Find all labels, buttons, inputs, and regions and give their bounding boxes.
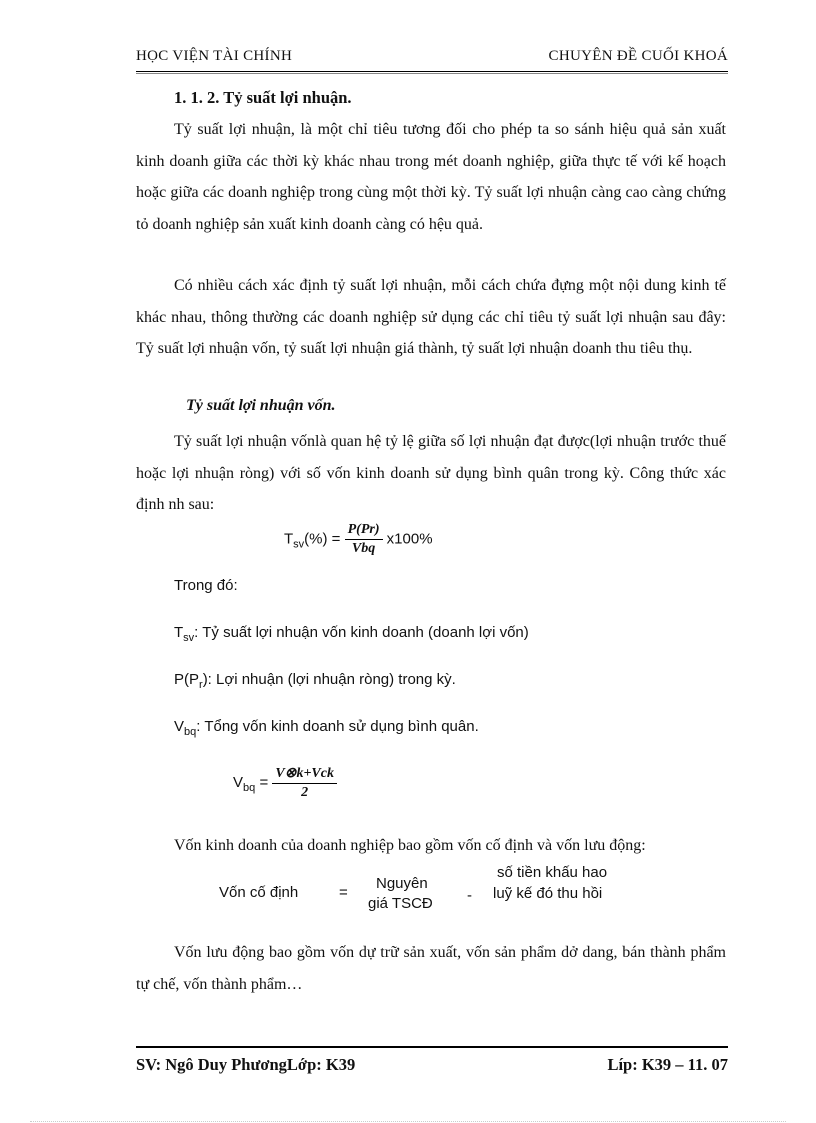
formula2-numerator: V⊗k+Vck xyxy=(275,766,334,781)
def2-text: ): Lợi nhuận (lợi nhuận ròng) trong kỳ. xyxy=(202,671,456,688)
paragraph-2 xyxy=(136,270,726,365)
footer-right: Líp: K39 – 11. 07 xyxy=(607,1055,728,1074)
def3-text: : Tổng vốn kinh doanh sử dụng bình quân. xyxy=(196,718,479,735)
def3-sub: bq xyxy=(184,726,197,738)
definition-tsv xyxy=(174,624,529,644)
paragraph-5 xyxy=(136,937,726,1000)
paragraph-5-text: Vốn lưu động bao gồm vốn dự trữ sản xuất, vốn sản phẩm dở dang, bán thành phẩm tự chế, vốn thành phẩm… xyxy=(136,944,726,993)
paragraph-3 xyxy=(136,426,726,521)
paragraph-4-text: Vốn kinh doanh của doanh nghiệp bao gồm vốn cố định và vốn lưu động: xyxy=(174,837,646,854)
formula2-lhs-sub: bq xyxy=(243,781,256,794)
paragraph-4 xyxy=(136,830,726,862)
paragraph-1-text: Tỷ suất lợi nhuận, là một chỉ tiêu tương đối cho phép ta so sánh hiệu quả sản xuất kinh doanh giữa các thời kỳ khác nhau trong mét doanh nghiệp, giữa thực tế với kế hoạch hoặc giữa các doanh nghiệp trong cùng một thời kỳ. Tỷ suất lợi nhuận càng cao càng chứng tỏ doanh nghiệp sản xuất kinh doanh càng có hệu quả. xyxy=(136,121,726,233)
formula1-numerator: P(Pr) xyxy=(347,522,380,537)
formula1-lhs-rest: (%) = xyxy=(304,530,341,548)
def1-symbol: T xyxy=(174,624,184,641)
formula3-equals: = xyxy=(339,884,348,901)
paragraph-2-text: Có nhiều cách xác định tỷ suất lợi nhuận, mỗi cách chứa đựng một nội dung kinh tế khác nhau, thông thường các doanh nghiệp sử dụng các chỉ tiêu tỷ suất lợi nhuận sau đây: Tỷ suất lợi nhuận vốn, tỷ suất lợi nhuận giá thành, tỷ suất lợi nhuận doanh thu tiêu thụ. xyxy=(136,277,726,357)
paragraph-1 xyxy=(136,114,726,240)
section-title: 1. 1. 2. Tỷ suất lợi nhuận. xyxy=(174,88,352,107)
footer-left: SV: Ngô Duy PhươngLớp: K39 xyxy=(136,1055,356,1074)
formula2-lhs: V xyxy=(233,773,244,791)
def1-text: : Tỷ suất lợi nhuận vốn kinh doanh (doanh lợi vốn) xyxy=(194,624,529,641)
formula-profit-rate xyxy=(284,522,433,557)
formula1-lhs-sub: sv xyxy=(293,538,305,551)
formula1-lhs: T xyxy=(284,530,294,548)
formula2-equals: = xyxy=(259,773,269,791)
paragraph-3-text: Tỷ suất lợi nhuận vốnlà quan hệ tỷ lệ giữa số lợi nhuận đạt được(lợi nhuận trước thuế hoặc lợi nhuận ròng) với số vốn kinh doanh sử dụng bình quân trong kỳ. Công thức xác định nh sau: xyxy=(136,433,726,513)
formula3-minus: - xyxy=(467,887,472,904)
footer-divider xyxy=(136,1046,728,1048)
formula3-term2-top: số tiền khấu hao xyxy=(497,864,608,881)
def2-sub: r xyxy=(199,679,203,691)
formula1-denominator: Vbq xyxy=(351,541,376,556)
page-edge xyxy=(30,1121,786,1122)
formula3-term2-bottom: luỹ kế đó thu hồi xyxy=(493,885,603,902)
definition-vbq xyxy=(174,718,479,738)
formula3-lhs: Vốn cố định xyxy=(219,884,299,901)
formula1-tail: x100% xyxy=(386,530,433,548)
formula3-term1-top: Nguyên xyxy=(376,875,428,892)
formula1-fraction xyxy=(345,522,383,557)
def2-symbol: P(P xyxy=(174,671,200,688)
formula3-term1-bottom: giá TSCĐ xyxy=(368,895,433,912)
header-left: HỌC VIỆN TÀI CHÍNH xyxy=(136,48,293,64)
formula2-denominator: 2 xyxy=(301,785,309,800)
formula2-fraction xyxy=(272,765,337,801)
where-label: Trong đó: xyxy=(174,577,238,594)
def3-symbol: V xyxy=(174,718,185,735)
header-right: CHUYÊN ĐỀ CUỐI KHOÁ xyxy=(548,48,728,64)
header-divider-shadow xyxy=(136,73,728,74)
header-divider xyxy=(136,71,728,72)
formula-average-capital xyxy=(233,765,337,801)
definition-profit xyxy=(174,671,456,691)
subheading: Tỷ suất lợi nhuận vốn. xyxy=(186,397,336,414)
def1-sub: sv xyxy=(183,632,195,644)
